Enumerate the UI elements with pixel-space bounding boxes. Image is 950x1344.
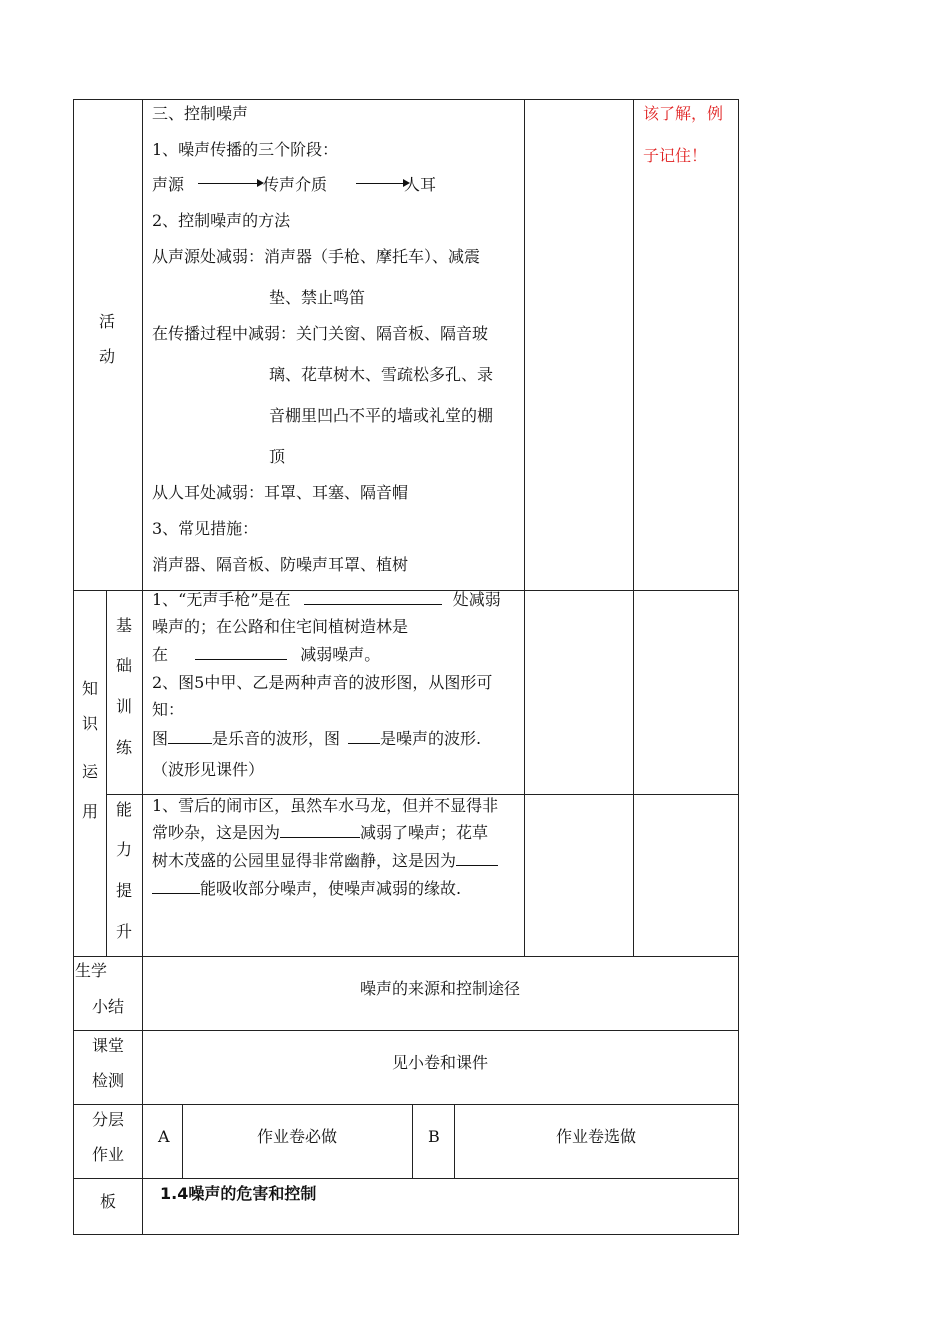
row-label: 分层 [92,1110,125,1129]
row-label: 检测 [92,1071,125,1090]
arrow-icon [356,183,408,184]
answer-blank[interactable] [456,851,498,866]
section-title: 三、控制噪声 [152,104,249,123]
stage-source: 声源 [152,175,185,194]
method-source-cont: 垫、禁止鸣笛 [269,288,366,307]
method-path-cont: 音棚里凹凸不平的墙或礼堂的棚 [269,406,494,425]
question-text: 1、“无声手枪”是在 处减弱 [152,590,501,609]
board-title: 1.4噪声的危害和控制 [160,1184,317,1203]
summary-content: 噪声的来源和控制途径 [359,979,520,998]
method-path-cont: 顶 [269,447,286,466]
item-title: 3、常见措施： [152,519,259,538]
answer-blank[interactable] [195,645,287,660]
row-label-char: 识 [81,714,98,733]
row-label: 作业 [92,1145,125,1164]
homework-b-content: 作业卷选做 [555,1127,636,1146]
sub-label-char: 基 [115,616,132,635]
method-ear: 从人耳处减弱：耳罩、耳塞、隔音帽 [152,483,409,502]
sub-label-char: 力 [115,840,132,859]
homework-a-label: A [158,1127,170,1146]
row-label-char: 动 [98,347,115,366]
row-label: 生学 [75,961,108,980]
item-title: 2、控制噪声的方法 [152,211,291,230]
question-text: 图 是乐音的波形，图 是噪声的波形. [152,729,482,748]
row-label-char: 活 [98,312,115,331]
homework-a-content: 作业卷必做 [256,1127,337,1146]
method-path: 在传播过程中减弱：关门关窗、隔音板、隔音玻 [152,324,489,343]
sub-label-char: 础 [115,656,132,675]
row-label: 课堂 [92,1036,125,1055]
question-text: 2、图5中甲、乙是两种声音的波形图，从图形可 [152,673,493,692]
sub-label-char: 能 [115,800,132,819]
row-label: 板 [100,1192,117,1211]
answer-blank[interactable] [304,590,442,605]
answer-blank[interactable] [152,879,200,894]
question-text: 1、雪后的闹市区，虽然车水马龙，但并不显得非 [152,796,499,815]
row-label: 小结 [92,997,125,1016]
question-text: 噪声的；在公路和住宅间植树造林是 [152,617,409,636]
common-measures: 消声器、隔音板、防噪声耳罩、植树 [152,555,409,574]
method-path-cont: 璃、花草树木、雪疏松多孔、录 [269,365,494,384]
stage-ear: 人耳 [404,175,437,194]
arrow-icon [198,183,262,184]
answer-blank[interactable] [348,729,380,744]
test-content: 见小卷和课件 [391,1053,488,1072]
question-text: 树木茂盛的公园里显得非常幽静，这是因为 [152,851,498,871]
row-label-char: 知 [81,679,98,698]
answer-blank[interactable] [168,729,212,744]
homework-b-label: B [428,1127,440,1146]
answer-blank[interactable] [280,823,360,838]
question-text: 能吸收部分噪声，使噪声减弱的缘故. [152,879,461,899]
question-text: 常吵杂，这是因为 减弱了噪声；花草 [152,823,489,842]
sub-label-char: 升 [115,922,132,941]
item-title: 1、噪声传播的三个阶段： [152,140,339,159]
teacher-note: 子记住！ [643,146,708,165]
teacher-note: 该了解，例 [643,104,724,123]
sub-label-char: 提 [115,881,132,900]
row-label-char: 用 [81,802,98,821]
row-label-char: 运 [81,762,98,781]
question-text: 知： [152,700,185,719]
method-source: 从声源处减弱：消声器（手枪、摩托车）、减震 [152,247,481,266]
stage-medium: 传声介质 [263,175,328,194]
sub-label-char: 训 [115,697,132,716]
question-note: （波形见课件） [152,760,265,779]
sub-label-char: 练 [115,738,132,757]
question-text: 在 减弱噪声。 [152,645,381,664]
